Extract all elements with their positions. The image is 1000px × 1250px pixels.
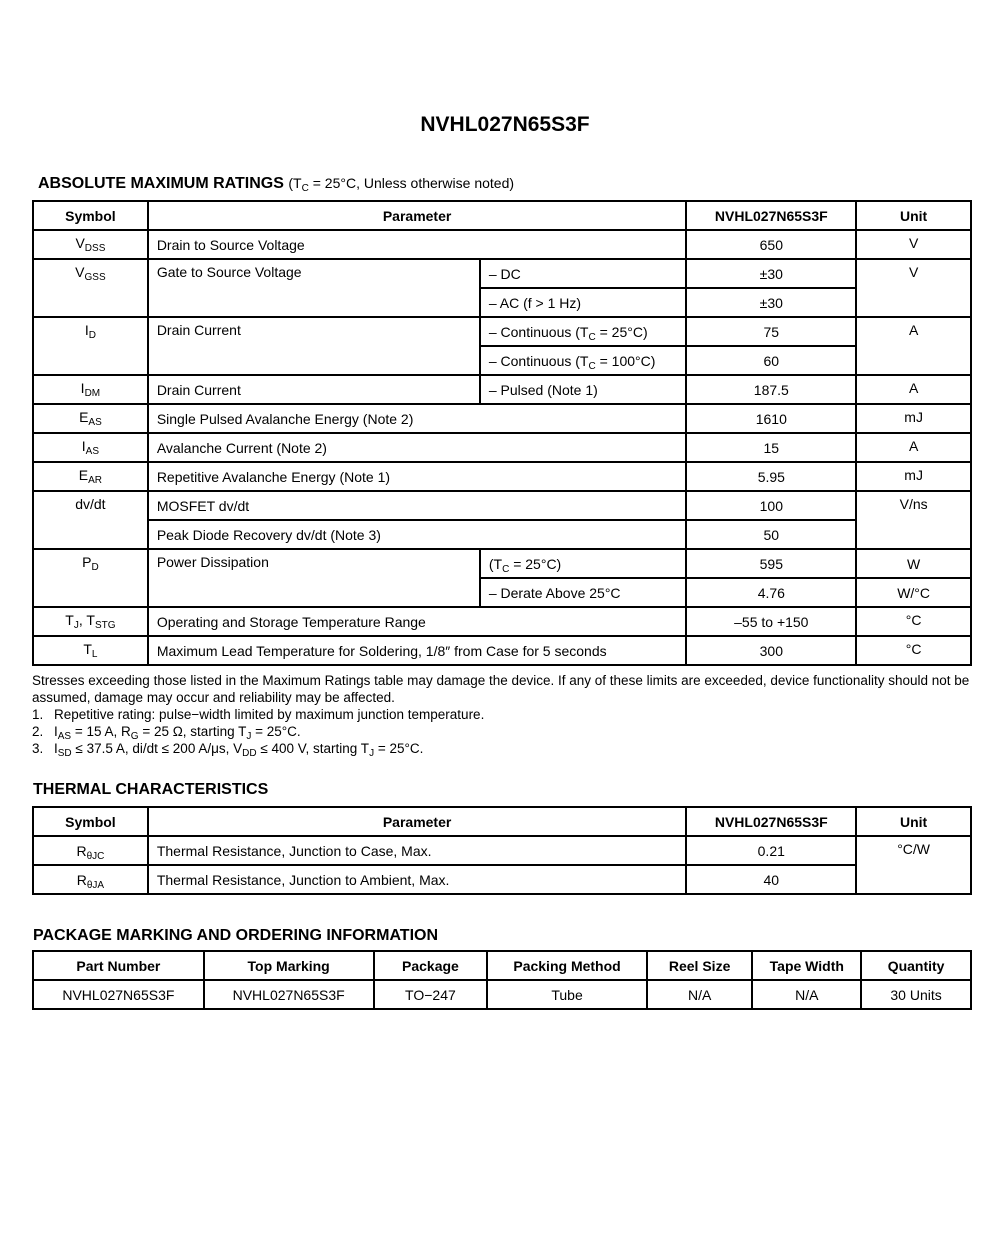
header-symbol: Symbol bbox=[33, 807, 148, 836]
package-cell: TO−247 bbox=[374, 980, 488, 1009]
parameter-cell: Drain Current bbox=[148, 375, 480, 404]
parameter-cell: Thermal Resistance, Junction to Case, Max. bbox=[148, 836, 687, 865]
table-row-tj bbox=[33, 607, 971, 636]
reel-size-cell: N/A bbox=[647, 980, 753, 1009]
note-1: 1. Repetitive rating: pulse−width limited by maximum junction temperature. bbox=[32, 707, 485, 722]
value-cell: 75 bbox=[686, 317, 856, 346]
value-cell: ±30 bbox=[686, 259, 856, 288]
table-row-vdss bbox=[33, 230, 971, 259]
table-header-row bbox=[33, 201, 971, 230]
table-row-id bbox=[33, 317, 971, 346]
header-symbol: Symbol bbox=[33, 201, 148, 230]
symbol-cell: $T_J$, $T_{STG}$ bbox=[33, 607, 148, 636]
header-parameter: Parameter bbox=[148, 807, 687, 836]
value-cell: 40 bbox=[686, 865, 856, 894]
condition-cell: – Pulsed (Note 1) bbox=[480, 375, 687, 404]
condition-cell: – Continuous $(T_C = 100^\circ C)$ bbox=[480, 346, 687, 375]
unit-cell: A bbox=[856, 433, 971, 462]
part-number-cell: NVHL027N65S3F bbox=[33, 980, 204, 1009]
symbol-cell: $I_{DM}$ bbox=[33, 375, 148, 404]
amr-section-title bbox=[38, 175, 514, 193]
header-tape-width: Tape Width bbox=[752, 951, 861, 980]
table-row-dvdt-diode bbox=[33, 520, 971, 549]
top-marking-cell: NVHL027N65S3F bbox=[204, 980, 374, 1009]
value-cell: 15 bbox=[686, 433, 856, 462]
condition-cell: – AC (f > 1 Hz) bbox=[480, 288, 687, 317]
value-cell: –55 to +150 bbox=[686, 607, 856, 636]
header-unit: Unit bbox=[856, 807, 971, 836]
parameter-cell: Drain Current bbox=[148, 317, 480, 375]
symbol-cell: $R_{\theta JA}$ bbox=[33, 865, 148, 894]
unit-cell: A bbox=[856, 317, 971, 375]
unit-cell: °C bbox=[856, 607, 971, 636]
header-part-number: Part Number bbox=[33, 951, 204, 980]
value-cell: 100 bbox=[686, 491, 856, 520]
condition-cell: – Derate Above 25°C bbox=[480, 578, 687, 607]
parameter-cell: Maximum Lead Temperature for Soldering, 1/8″ from Case for 5 seconds bbox=[148, 636, 687, 665]
absolute-maximum-ratings-table bbox=[32, 200, 972, 666]
ordering-title: PACKAGE MARKING AND ORDERING INFORMATION bbox=[33, 927, 439, 944]
header-value: NVHL027N65S3F bbox=[686, 201, 856, 230]
unit-cell: V bbox=[856, 230, 971, 259]
parameter-cell: Operating and Storage Temperature Range bbox=[148, 607, 687, 636]
header-reel-size: Reel Size bbox=[647, 951, 753, 980]
thermal-characteristics-table bbox=[32, 806, 972, 895]
amr-conditions: ($T_C = 25^\circ C$, Unless otherwise noted) bbox=[288, 175, 515, 194]
symbol-cell: $I_{AS}$ bbox=[33, 433, 148, 462]
value-cell: 650 bbox=[686, 230, 856, 259]
header-value: NVHL027N65S3F bbox=[686, 807, 856, 836]
unit-cell: V/ns bbox=[856, 491, 971, 549]
value-cell: 1610 bbox=[686, 404, 856, 433]
symbol-cell: $V_{DSS}$ bbox=[33, 230, 148, 259]
amr-title: ABSOLUTE MAXIMUM RATINGS bbox=[38, 175, 284, 192]
symbol-cell: $R_{\theta JC}$ bbox=[33, 836, 148, 865]
table-row-tl bbox=[33, 636, 971, 665]
table-row-ias bbox=[33, 433, 971, 462]
symbol-cell: $I_D$ bbox=[33, 317, 148, 375]
value-cell: 60 bbox=[686, 346, 856, 375]
parameter-cell: Thermal Resistance, Junction to Ambient, Max. bbox=[148, 865, 687, 894]
header-package: Package bbox=[374, 951, 488, 980]
symbol-cell: $T_L$ bbox=[33, 636, 148, 665]
ordering-information-table bbox=[32, 950, 972, 1010]
packing-method-cell: Tube bbox=[487, 980, 647, 1009]
condition-cell: – DC bbox=[480, 259, 687, 288]
note-2: 2. $I_{AS} = 15$ A, $R_G = 25$ Ω, starting $T_J = 25^\circ C$. bbox=[32, 724, 301, 742]
table-row-rthjc bbox=[33, 836, 971, 865]
table-row bbox=[33, 980, 971, 1009]
symbol-cell: $E_{AR}$ bbox=[33, 462, 148, 491]
page-title: NVHL027N65S3F bbox=[420, 113, 590, 136]
table-row-pd bbox=[33, 549, 971, 578]
value-cell: ±30 bbox=[686, 288, 856, 317]
parameter-cell: Avalanche Current (Note 2) bbox=[148, 433, 687, 462]
unit-cell: W bbox=[856, 549, 971, 578]
table-row-idm bbox=[33, 375, 971, 404]
header-unit: Unit bbox=[856, 201, 971, 230]
symbol-cell: $V_{GSS}$ bbox=[33, 259, 148, 317]
parameter-cell: Power Dissipation bbox=[148, 549, 480, 607]
value-cell: 5.95 bbox=[686, 462, 856, 491]
header-packing-method: Packing Method bbox=[487, 951, 647, 980]
unit-cell: mJ bbox=[856, 462, 971, 491]
unit-cell: A bbox=[856, 375, 971, 404]
value-cell: 50 bbox=[686, 520, 856, 549]
table-row-dvdt bbox=[33, 491, 971, 520]
symbol-cell: dv/dt bbox=[33, 491, 148, 549]
value-cell: 595 bbox=[686, 549, 856, 578]
table-row-vgss bbox=[33, 259, 971, 288]
notes bbox=[32, 672, 982, 757]
unit-cell: W/°C bbox=[856, 578, 971, 607]
table-row-eas bbox=[33, 404, 971, 433]
value-cell: 187.5 bbox=[686, 375, 856, 404]
tape-width-cell: N/A bbox=[752, 980, 861, 1009]
unit-cell: V bbox=[856, 259, 971, 317]
parameter-cell: Gate to Source Voltage bbox=[148, 259, 480, 317]
note-3: 3. $I_{SD} \le 37.5$ A, di/dt ≤ 200 A/μs, $V_{DD} \le 400$ V, starting $T_J = 25^\circ C$. bbox=[32, 741, 424, 759]
parameter-cell: Single Pulsed Avalanche Energy (Note 2) bbox=[148, 404, 687, 433]
header-top-marking: Top Marking bbox=[204, 951, 374, 980]
value-cell: 300 bbox=[686, 636, 856, 665]
parameter-cell: MOSFET dv/dt bbox=[148, 491, 687, 520]
table-row-ear bbox=[33, 462, 971, 491]
stress-note: Stresses exceeding those listed in the Maximum Ratings table may damage the device. If any of these limits are exceeded, device functionality should not be assumed, damage may occur and reliability may be affected. bbox=[32, 673, 970, 705]
symbol-cell: $P_D$ bbox=[33, 549, 148, 607]
table-header-row bbox=[33, 951, 971, 980]
unit-cell: °C/W bbox=[856, 836, 971, 894]
unit-cell: °C bbox=[856, 636, 971, 665]
parameter-cell: Drain to Source Voltage bbox=[148, 230, 687, 259]
table-header-row bbox=[33, 807, 971, 836]
header-quantity: Quantity bbox=[861, 951, 971, 980]
condition-cell: $(T_C = 25^\circ C)$ bbox=[480, 549, 687, 578]
quantity-cell: 30 Units bbox=[861, 980, 971, 1009]
value-cell: 4.76 bbox=[686, 578, 856, 607]
condition-cell: – Continuous $(T_C = 25^\circ C)$ bbox=[480, 317, 687, 346]
parameter-cell: Repetitive Avalanche Energy (Note 1) bbox=[148, 462, 687, 491]
parameter-cell: Peak Diode Recovery dv/dt (Note 3) bbox=[148, 520, 687, 549]
symbol-cell: $E_{AS}$ bbox=[33, 404, 148, 433]
unit-cell: mJ bbox=[856, 404, 971, 433]
table-row-rthja bbox=[33, 865, 971, 894]
thermal-title: THERMAL CHARACTERISTICS bbox=[33, 781, 269, 798]
value-cell: 0.21 bbox=[686, 836, 856, 865]
header-parameter: Parameter bbox=[148, 201, 687, 230]
